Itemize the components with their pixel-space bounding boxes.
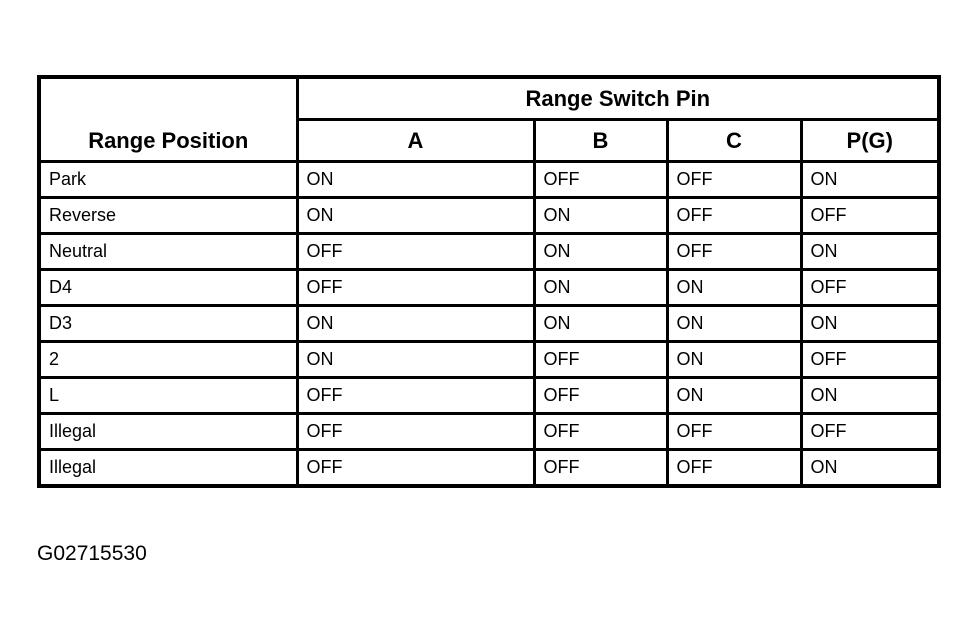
pin-state-cell: ON: [667, 378, 801, 414]
figure-id: G02715530: [37, 542, 147, 565]
range-position-cell: L: [39, 378, 297, 414]
range-position-cell: Illegal: [39, 414, 297, 450]
header-row-top: [39, 77, 939, 120]
pin-header-pg: P(G): [801, 120, 939, 162]
range-position-cell: Reverse: [39, 198, 297, 234]
pin-state-cell: OFF: [667, 234, 801, 270]
table-row: [39, 306, 939, 342]
pin-state-cell: OFF: [801, 414, 939, 450]
pin-state-cell: OFF: [667, 450, 801, 487]
pin-state-cell: OFF: [534, 342, 667, 378]
pin-state-cell: OFF: [801, 342, 939, 378]
pin-state-cell: ON: [801, 378, 939, 414]
pin-state-cell: ON: [297, 306, 534, 342]
range-position-cell: Illegal: [39, 450, 297, 487]
table-row: [39, 162, 939, 198]
table-row: [39, 378, 939, 414]
pin-state-cell: OFF: [534, 162, 667, 198]
pin-state-cell: ON: [667, 342, 801, 378]
pin-state-cell: OFF: [801, 198, 939, 234]
pin-state-cell: ON: [534, 234, 667, 270]
pin-state-cell: ON: [667, 270, 801, 306]
range-position-cell: Neutral: [39, 234, 297, 270]
pin-state-cell: OFF: [534, 450, 667, 487]
pin-state-cell: OFF: [667, 414, 801, 450]
pin-header-c: C: [667, 120, 801, 162]
range-position-header: Range Position: [39, 77, 297, 162]
pin-state-cell: OFF: [534, 378, 667, 414]
pin-state-cell: ON: [534, 306, 667, 342]
pin-state-cell: OFF: [297, 234, 534, 270]
pin-state-cell: ON: [801, 162, 939, 198]
pin-state-cell: ON: [801, 234, 939, 270]
range-position-cell: Park: [39, 162, 297, 198]
pin-state-cell: OFF: [297, 378, 534, 414]
pin-state-cell: OFF: [534, 414, 667, 450]
pin-state-cell: ON: [801, 450, 939, 487]
range-position-cell: D4: [39, 270, 297, 306]
pin-state-cell: OFF: [297, 450, 534, 487]
range-switch-pin-header: Range Switch Pin: [297, 77, 939, 120]
pin-state-cell: OFF: [667, 198, 801, 234]
pin-state-cell: OFF: [297, 270, 534, 306]
table-row: [39, 414, 939, 450]
pin-state-cell: OFF: [297, 414, 534, 450]
pin-state-cell: ON: [297, 198, 534, 234]
pin-state-cell: ON: [297, 162, 534, 198]
table-header: [39, 77, 939, 162]
table-row: [39, 198, 939, 234]
range-position-cell: 2: [39, 342, 297, 378]
pin-state-cell: ON: [801, 306, 939, 342]
pin-state-cell: ON: [667, 306, 801, 342]
pin-state-cell: OFF: [667, 162, 801, 198]
pin-state-cell: ON: [534, 270, 667, 306]
range-position-cell: D3: [39, 306, 297, 342]
pin-header-a: A: [297, 120, 534, 162]
table-row: [39, 342, 939, 378]
table-body: [39, 162, 939, 487]
table-row: [39, 270, 939, 306]
pin-state-cell: ON: [297, 342, 534, 378]
pin-header-b: B: [534, 120, 667, 162]
table-row: [39, 450, 939, 487]
pin-state-cell: OFF: [801, 270, 939, 306]
table-row: [39, 234, 939, 270]
range-switch-table: [37, 75, 941, 488]
pin-state-cell: ON: [534, 198, 667, 234]
